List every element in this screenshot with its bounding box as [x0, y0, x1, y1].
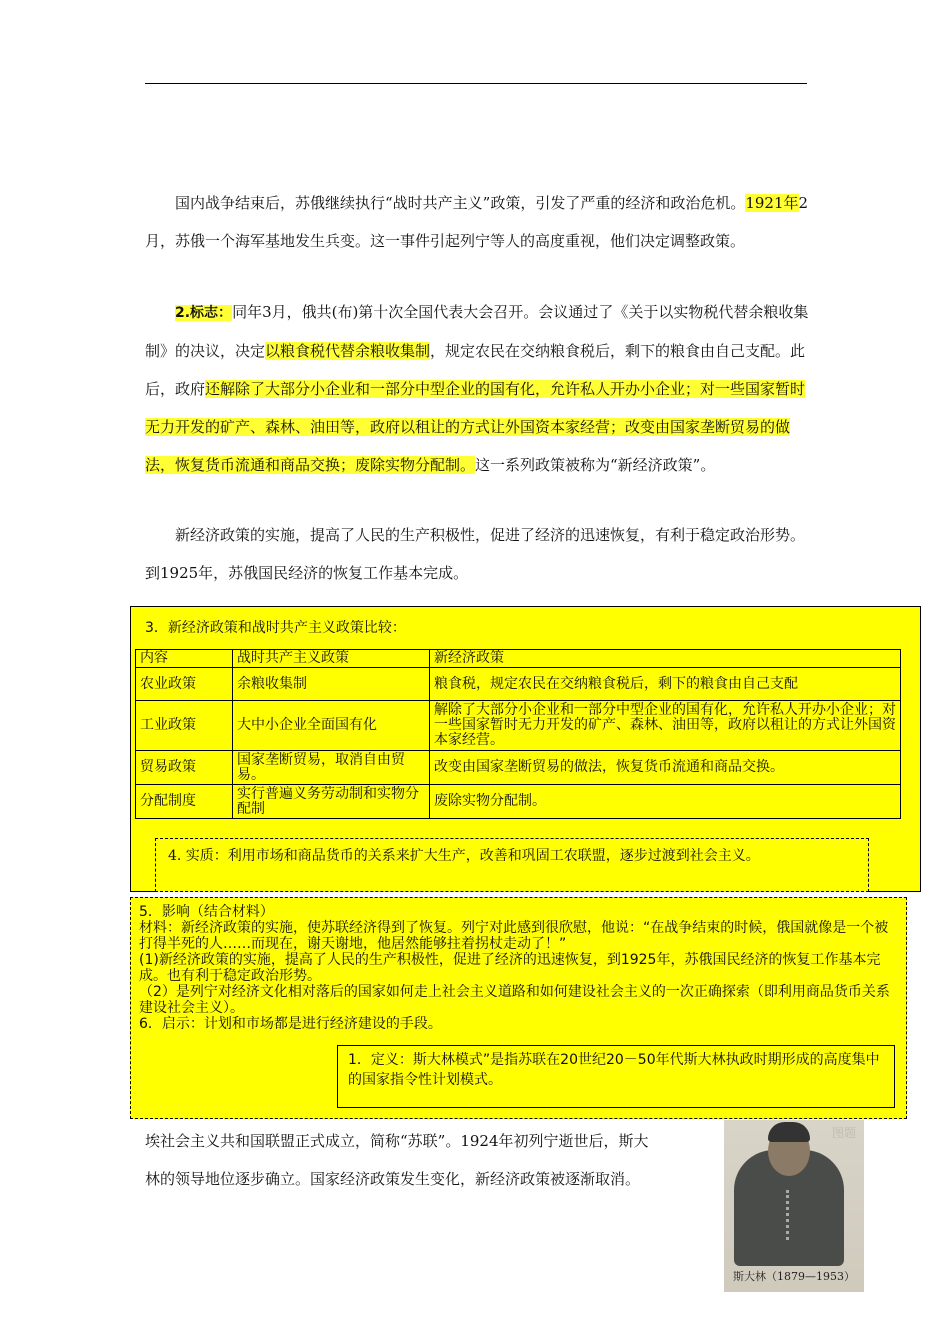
table-header-cell: 新经济政策	[430, 650, 901, 668]
table-cell: 国家垄断贸易，取消自由贸易。	[233, 751, 430, 785]
table-cell: 实行普遍义务劳动制和实物分配制	[233, 785, 430, 819]
intro-paragraph-1: 国内战争结束后，苏俄继续执行“战时共产主义”政策，引发了严重的经济和政治危机。1921年2月，苏俄一个海军基地发生兵变。这一事件引起列宁等人的高度重视，他们决定调整政策。	[145, 194, 809, 250]
table-cell: 贸易政策	[136, 751, 233, 785]
table-cell: 工业政策	[136, 701, 233, 751]
table-cell: 解除了大部分小企业和一部分中型企业的国有化，允许私人开办小企业；对一些国家暂时无力开发的矿产、森林、油田等，政府以租让的方式让外国资本家经营。	[430, 701, 901, 751]
table-header-cell: 内容	[136, 650, 233, 668]
table-cell: 农业政策	[136, 668, 233, 701]
sign-label: 2.标志：	[175, 305, 233, 321]
impact-title: 5．影响（结合材料）	[139, 904, 274, 920]
portrait-caption: 斯大林（1879—1953）	[733, 1270, 855, 1283]
bottom-line-2: 林的领导地位逐步确立。国家经济政策发生变化，新经济政策被逐渐取消。	[145, 1170, 641, 1188]
portrait-hair	[768, 1122, 810, 1142]
portrait-coat-buttons	[786, 1190, 795, 1240]
table-row	[136, 785, 901, 819]
portrait-stamp: 图题	[831, 1126, 856, 1140]
bottom-line-1: 埃社会主义共和国联盟正式成立，简称“苏联”。1924年初列宁逝世后，斯大	[145, 1132, 649, 1150]
table-header-cell: 战时共产主义政策	[233, 650, 430, 668]
comparison-title: 3．新经济政策和战时共产主义政策比较：	[145, 620, 406, 636]
essence-box: 4. 实质：利用市场和商品货币的关系来扩大生产，改善和巩固工农联盟，逐步过渡到社会主义。	[155, 838, 869, 892]
policy-highlight: 还解除了大部分小企业和一部分中型企业的国有化，允许私人开办小企业；对一些国家暂时无力开发的矿产、森林、油田等，政府以租让的方式让外国资本家经营；改变由国家垄断贸易的做法，恢复货币流通和商品交换；废除实物分配制。	[145, 380, 806, 474]
year-highlight: 1921年	[745, 194, 799, 212]
table-cell: 分配制度	[136, 785, 233, 819]
table-row	[136, 668, 901, 701]
table-cell: 大中小企业全面国有化	[233, 701, 430, 751]
header-rule	[145, 83, 807, 84]
intro-paragraph-3: 新经济政策的实施，提高了人民的生产积极性，促进了经济的迅速恢复，有利于稳定政治形势。到1925年，苏俄国民经济的恢复工作基本完成。	[145, 526, 806, 582]
table-cell: 改变由国家垄断贸易的做法，恢复货币流通和商品交换。	[430, 751, 901, 785]
stalin-portrait	[724, 1120, 864, 1292]
table-cell: 粮食税，规定农民在交纳粮食税后，剩下的粮食由自己支配	[430, 668, 901, 701]
impact-point-1: (1)新经济政策的实施，提高了人民的生产积极性，促进了经济的迅速恢复，到1925年，苏俄国民经济的恢复工作基本完成。也有利于稳定政治形势。	[139, 952, 881, 984]
table-cell: 废除实物分配制。	[430, 785, 901, 819]
table-row	[136, 701, 901, 751]
impact-material: 材料：新经济政策的实施，使苏联经济得到了恢复。列宁对此感到很欣慰，他说：“在战争结束的时候，俄国就像是一个被打得半死的人……而现在，谢天谢地，他居然能够拄着拐杖走动了！”	[139, 920, 889, 952]
stalin-model-definition: 1．定义：斯大林模式”是指苏联在20世纪20－50年代斯大林执政时期形成的高度集中的国家指令性计划模式。	[337, 1045, 895, 1108]
comparison-table	[135, 649, 901, 819]
table-header-row	[136, 650, 901, 668]
intro-paragraph-2: 2.标志：同年3月，俄共(布)第十次全国代表大会召开。会议通过了《关于以实物税代替余粮收集制》的决议，决定以粮食税代替余粮收集制，规定农民在交纳粮食税后，剩下的粮食由自己支配。此后，政府还解除了大部分小企业和一部分中型企业的国有化，允许私人开办小企业；对一些国家暂时无力开发的矿产、森林、油田等，政府以租让的方式让外国资本家经营；改变由国家垄断贸易的做法，恢复货币流通和商品交换；废除实物分配制。这一系列政策被称为“新经济政策”。	[145, 303, 809, 474]
table-row	[136, 751, 901, 785]
table-cell: 余粮收集制	[233, 668, 430, 701]
lesson-line: 6．启示：计划和市场都是进行经济建设的手段。	[139, 1016, 442, 1032]
grain-tax-highlight: 以粮食税代替余粮收集制	[265, 342, 431, 360]
impact-point-2: （2）是列宁对经济文化相对落后的国家如何走上社会主义道路和如何建设社会主义的一次正确探索（即利用商品货币关系建设社会主义）。	[139, 984, 890, 1016]
